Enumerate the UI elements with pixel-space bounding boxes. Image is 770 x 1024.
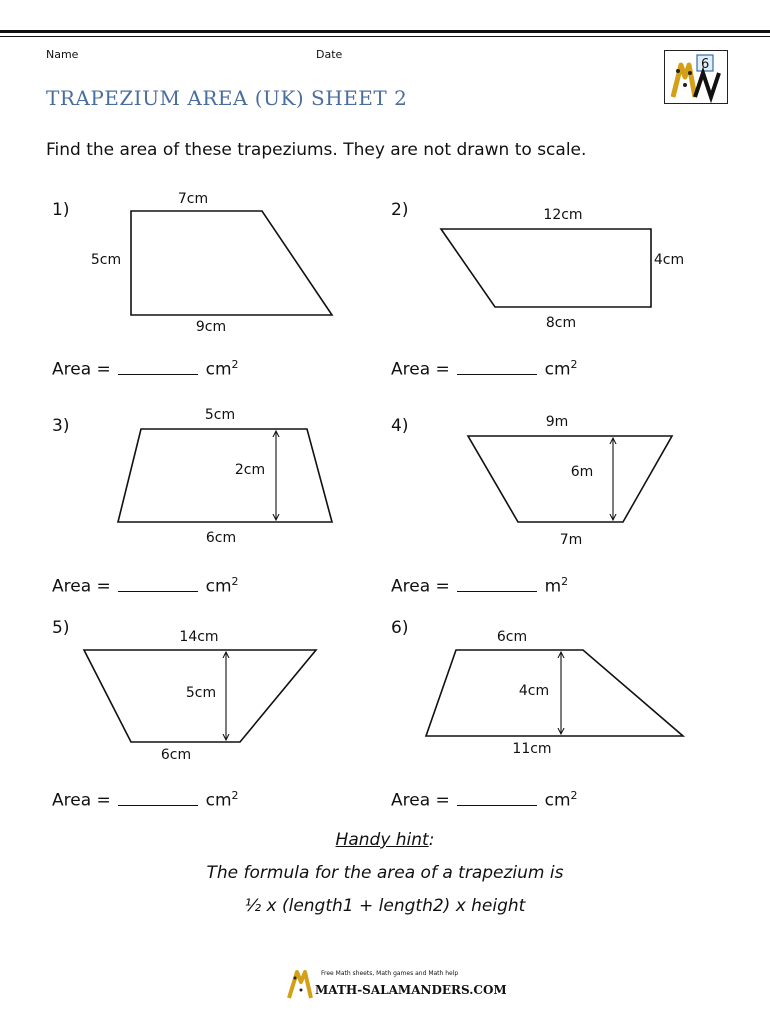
question-number-1: 1) [52,200,70,220]
answer-blank-4[interactable] [457,577,537,592]
question-number-3: 3) [52,416,70,436]
area-unit-power: 2 [561,575,569,588]
q6-bottom-label: 11cm [512,741,552,757]
hint-line-1: The formula for the area of a trapezium is [206,863,564,883]
area-unit: cm [544,790,571,811]
answer-row-1 [52,358,239,380]
answer-row-5 [52,789,239,811]
logo-badge: 6 [701,57,710,72]
area-label: Area = [52,359,111,380]
area-unit: cm [205,576,232,597]
area-label: Area = [391,359,450,380]
answer-blank-2[interactable] [457,360,537,375]
answer-blank-6[interactable] [457,791,537,806]
q5-top-label: 14cm [179,629,219,645]
hint-title-colon: : [428,830,435,850]
q1-side-label: 5cm [90,252,122,268]
trapezium-1 [131,211,332,315]
answer-blank-1[interactable] [118,360,198,375]
question-number-2: 2) [391,200,409,220]
area-unit-power: 2 [231,575,239,588]
date-label: Date [316,48,343,61]
q6-top-label: 6cm [496,629,528,645]
q6-height-label: 4cm [518,683,550,699]
answer-row-4 [391,575,568,597]
instructions: Find the area of these trapeziums. They are not drawn to scale. [46,140,587,160]
area-unit-power: 2 [570,789,578,802]
answer-row-6 [391,789,578,811]
area-unit: m [544,576,562,597]
question-number-6: 6) [391,618,409,638]
area-unit: cm [205,359,232,380]
q2-side-label: 4cm [653,252,685,268]
q1-top-label: 7cm [177,191,209,207]
area-unit: cm [205,790,232,811]
q5-bottom-label: 6cm [160,747,192,763]
answer-blank-3[interactable] [118,577,198,592]
area-label: Area = [52,576,111,597]
area-unit-power: 2 [231,789,239,802]
footer-brand: MATH-SALAMANDERS.COM [315,983,507,997]
answer-row-2 [391,358,578,380]
area-unit-power: 2 [570,358,578,371]
q3-top-label: 5cm [204,407,236,423]
page-title: TRAPEZIUM AREA (UK) SHEET 2 [46,86,408,110]
trapezium-3 [118,429,332,522]
q1-bottom-label: 9cm [195,319,227,335]
hint-line-2: ½ x (length1 + length2) x height [244,896,526,916]
area-unit: cm [544,359,571,380]
q5-height-label: 5cm [185,685,217,701]
name-label: Name [46,48,79,61]
footer-salamander-icon [287,966,507,1000]
hint-title [0,830,770,850]
answer-blank-5[interactable] [118,791,198,806]
question-number-5: 5) [52,618,70,638]
footer-logo [287,966,507,1004]
q2-top-label: 12cm [543,207,583,223]
hint-title-text: Handy hint [335,830,429,850]
q2-bottom-label: 8cm [545,315,577,331]
question-number-4: 4) [391,416,409,436]
q4-top-label: 9m [545,414,569,430]
q4-bottom-label: 7m [559,532,583,548]
footer-tagline: Free Math sheets, Math games and Math help [321,970,459,977]
area-unit-power: 2 [231,358,239,371]
q4-height-label: 6m [570,464,594,480]
q3-height-label: 2cm [234,462,266,478]
area-label: Area = [52,790,111,811]
answer-row-3 [52,575,239,597]
trapezium-6 [426,650,683,736]
area-label: Area = [391,790,450,811]
area-label: Area = [391,576,450,597]
q3-bottom-label: 6cm [205,530,237,546]
trapezium-2 [441,229,651,307]
